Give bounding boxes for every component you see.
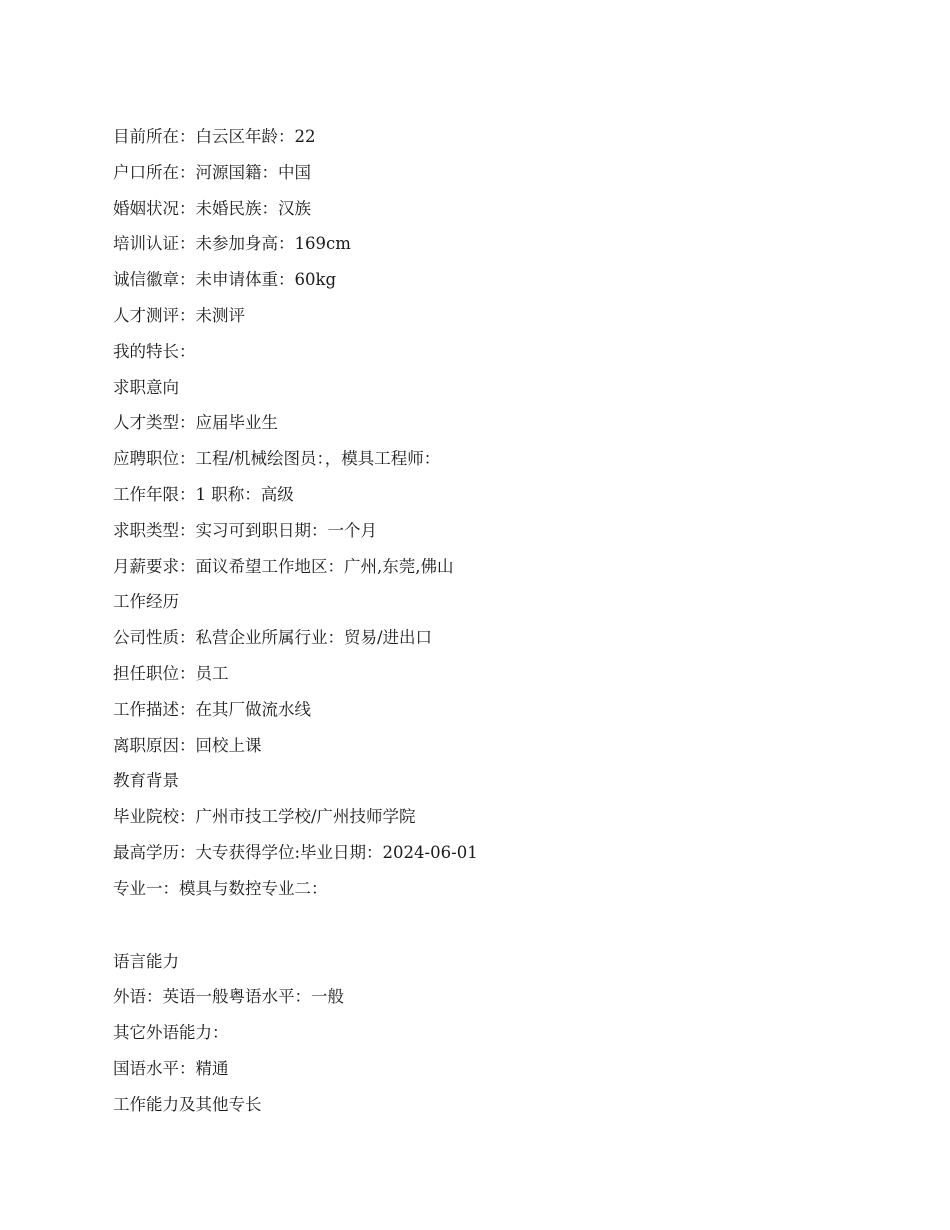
- resume-document: [113, 119, 893, 1123]
- language-ability-heading: 语言能力: [113, 951, 179, 971]
- applied-position-line: 应聘职位：工程/机械绘图员：，模具工程师：: [113, 449, 441, 469]
- hukou-nationality-line: 户口所在：河源国籍：中国: [113, 162, 311, 182]
- position-held-line: 担任职位：员工: [113, 663, 229, 683]
- work-years-title-line: 工作年限：1 职称：高级: [113, 484, 294, 504]
- mandarin-level-line: 国语水平：精通: [113, 1058, 229, 1078]
- salary-area-line: 月薪要求：面议希望工作地区：广州,东莞,佛山: [113, 556, 454, 576]
- major-line: 专业一：模具与数控专业二：: [113, 878, 328, 898]
- work-description-line: 工作描述：在其厂做流水线: [113, 699, 311, 719]
- highest-degree-line: 最高学历：大专获得学位:毕业日期：2024-06-01: [113, 842, 478, 862]
- training-height-line: 培训认证：未参加身高：169cm: [113, 234, 351, 254]
- other-language-line: 其它外语能力：: [113, 1023, 229, 1043]
- work-experience-heading: 工作经历: [113, 592, 179, 612]
- work-ability-heading: 工作能力及其他专长: [113, 1094, 262, 1114]
- foreign-language-line: 外语：英语一般粤语水平：一般: [113, 987, 344, 1007]
- current-location-age-line: 目前所在：白云区年龄：22: [113, 127, 316, 146]
- job-type-start-line: 求职类型：实习可到职日期：一个月: [113, 520, 377, 540]
- specialty-line: 我的特长：: [113, 341, 196, 361]
- job-intention-heading: 求职意向: [113, 377, 179, 397]
- education-heading: 教育背景: [113, 771, 179, 791]
- talent-assessment-line: 人才测评：未测评: [113, 305, 245, 325]
- leaving-reason-line: 离职原因：回校上课: [113, 735, 262, 755]
- school-line: 毕业院校：广州市技工学校/广州技师学院: [113, 807, 416, 827]
- company-industry-line: 公司性质：私营企业所属行业：贸易/进出口: [113, 628, 433, 648]
- talent-type-line: 人才类型：应届毕业生: [113, 413, 278, 433]
- marital-ethnicity-line: 婚姻状况：未婚民族：汉族: [113, 198, 311, 218]
- integrity-weight-line: 诚信徽章：未申请体重：60kg: [113, 270, 337, 290]
- blank-gap: [113, 907, 893, 944]
